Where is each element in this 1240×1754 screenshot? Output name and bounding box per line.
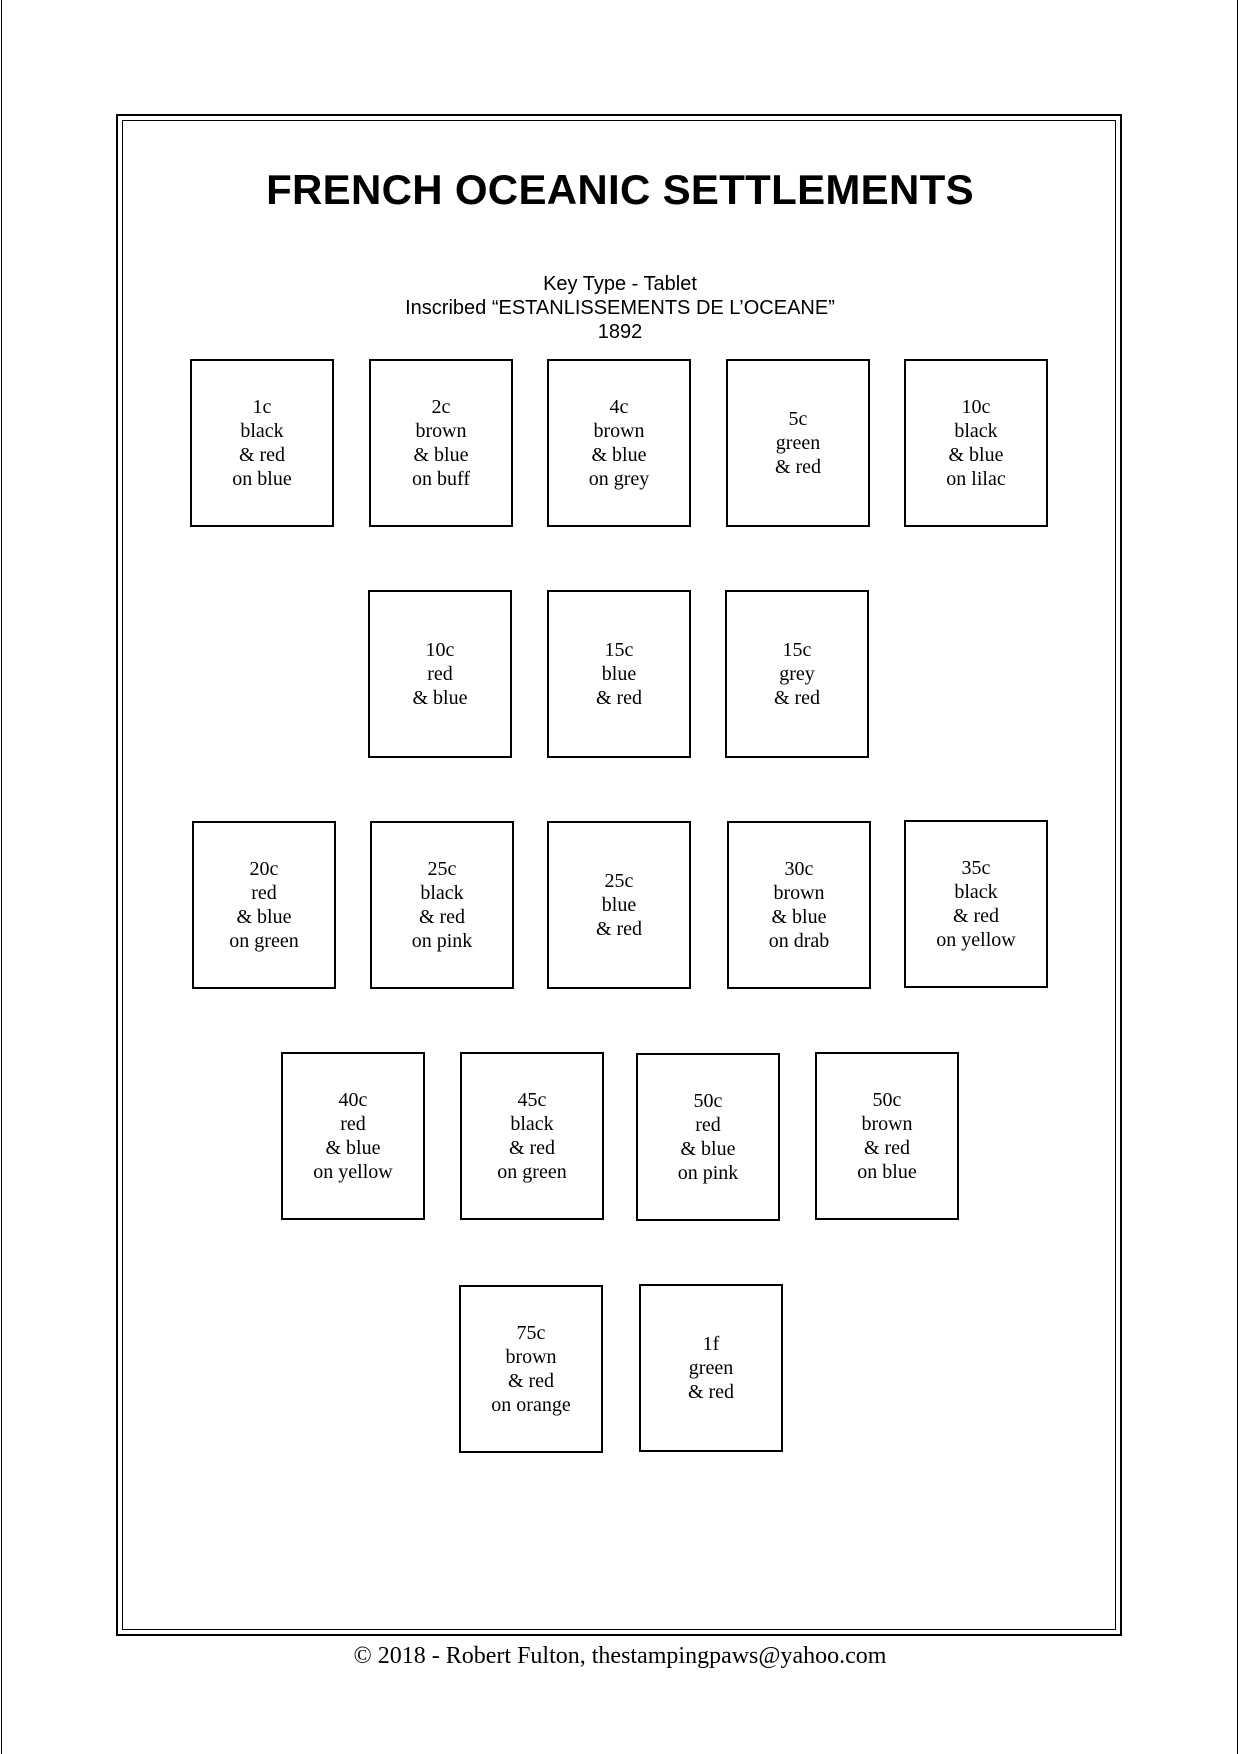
stamp-color: black (954, 420, 998, 442)
stamp-color-secondary: & red (507, 1370, 555, 1392)
stamp-box (190, 359, 334, 527)
stamp-denomination: 10c (961, 396, 991, 418)
stamp-color: blue (601, 894, 637, 916)
stamp-color: black (510, 1113, 554, 1135)
stamp-box (725, 590, 869, 758)
stamp-color: brown (505, 1346, 557, 1368)
stamp-color-secondary: & blue (325, 1137, 381, 1159)
stamp-paper: on buff (412, 468, 470, 490)
stamp-color-secondary: & blue (236, 906, 292, 928)
stamp-denomination: 25c (427, 858, 457, 880)
stamp-color: red (340, 1113, 366, 1135)
stamp-color: green (688, 1357, 734, 1379)
stamp-denomination: 75c (516, 1322, 546, 1344)
copyright-footer: © 2018 - Robert Fulton, thestampingpaws@yahoo.com (353, 1643, 887, 1669)
stamp-paper: on pink (677, 1162, 739, 1184)
stamp-color: red (251, 882, 277, 904)
stamp-box (368, 590, 512, 758)
stamp-box (904, 359, 1048, 527)
stamp-color: brown (593, 420, 645, 442)
stamp-color-secondary: & blue (680, 1138, 736, 1160)
stamp-denomination: 15c (782, 639, 812, 661)
stamp-color: black (420, 882, 464, 904)
stamp-box (460, 1052, 604, 1220)
stamp-color-secondary: & red (595, 918, 643, 940)
stamp-box (547, 821, 691, 989)
stamp-color-secondary: & red (952, 905, 1000, 927)
stamp-paper: on green (497, 1161, 567, 1183)
stamp-denomination: 1f (702, 1333, 720, 1355)
stamp-color: grey (779, 663, 815, 685)
stamp-color-secondary: & blue (591, 444, 647, 466)
stamp-color: brown (773, 882, 825, 904)
stamp-color-secondary: & blue (413, 444, 469, 466)
stamp-denomination: 30c (784, 858, 814, 880)
stamp-box (727, 821, 871, 989)
stamp-box (547, 590, 691, 758)
page-title: FRENCH OCEANIC SETTLEMENTS (266, 166, 974, 213)
stamp-color: red (695, 1114, 721, 1136)
stamp-color: brown (415, 420, 467, 442)
stamp-color-secondary: & blue (412, 687, 468, 709)
stamp-denomination: 35c (961, 857, 991, 879)
stamp-box (636, 1053, 780, 1221)
stamp-box (726, 359, 870, 527)
stamp-box (547, 359, 691, 527)
stamp-box (459, 1285, 603, 1453)
stamp-color: blue (601, 663, 637, 685)
stamp-denomination: 40c (338, 1089, 368, 1111)
stamp-color-secondary: & red (238, 444, 286, 466)
page-edge-right (1237, 0, 1238, 1754)
stamp-paper: on grey (588, 468, 650, 490)
stamp-color-secondary: & blue (771, 906, 827, 928)
stamp-denomination: 20c (249, 858, 279, 880)
stamp-paper: on yellow (313, 1161, 393, 1183)
stamp-box (904, 820, 1048, 988)
stamp-paper: on green (229, 930, 299, 952)
stamp-denomination: 10c (425, 639, 455, 661)
key-type-label: Key Type - Tablet (543, 273, 697, 295)
stamp-denomination: 4c (609, 396, 629, 418)
stamp-color-secondary: & red (418, 906, 466, 928)
stamp-denomination: 45c (517, 1089, 547, 1111)
stamp-box (370, 821, 514, 989)
stamp-denomination: 25c (604, 870, 634, 892)
stamp-paper: on yellow (936, 929, 1016, 951)
stamp-denomination: 5c (788, 408, 808, 430)
stamp-denomination: 1c (252, 396, 272, 418)
issue-year: 1892 (597, 321, 643, 343)
stamp-color-secondary: & red (774, 456, 822, 478)
stamp-denomination: 15c (604, 639, 634, 661)
stamp-box (639, 1284, 783, 1452)
stamp-color-secondary: & red (508, 1137, 556, 1159)
stamp-denomination: 2c (431, 396, 451, 418)
stamp-paper: on pink (411, 930, 473, 952)
stamp-box (192, 821, 336, 989)
stamp-box (815, 1052, 959, 1220)
stamp-color: red (427, 663, 453, 685)
stamp-denomination: 50c (693, 1090, 723, 1112)
stamp-color: black (240, 420, 284, 442)
stamp-color-secondary: & red (687, 1381, 735, 1403)
stamp-color: green (775, 432, 821, 454)
stamp-paper: on lilac (946, 468, 1006, 490)
stamp-paper: on blue (232, 468, 292, 490)
stamp-box (369, 359, 513, 527)
inscription-label: Inscribed “ESTANLISSEMENTS DE L’OCEANE” (405, 297, 835, 319)
stamp-color-secondary: & red (595, 687, 643, 709)
stamp-color: black (954, 881, 998, 903)
stamp-denomination: 50c (872, 1089, 902, 1111)
stamp-paper: on blue (857, 1161, 917, 1183)
stamp-paper: on drab (768, 930, 830, 952)
page-edge-left (1, 0, 2, 1754)
stamp-color-secondary: & blue (948, 444, 1004, 466)
stamp-color: brown (861, 1113, 913, 1135)
stamp-paper: on orange (491, 1394, 571, 1416)
stamp-color-secondary: & red (773, 687, 821, 709)
stamp-box (281, 1052, 425, 1220)
stamp-color-secondary: & red (863, 1137, 911, 1159)
